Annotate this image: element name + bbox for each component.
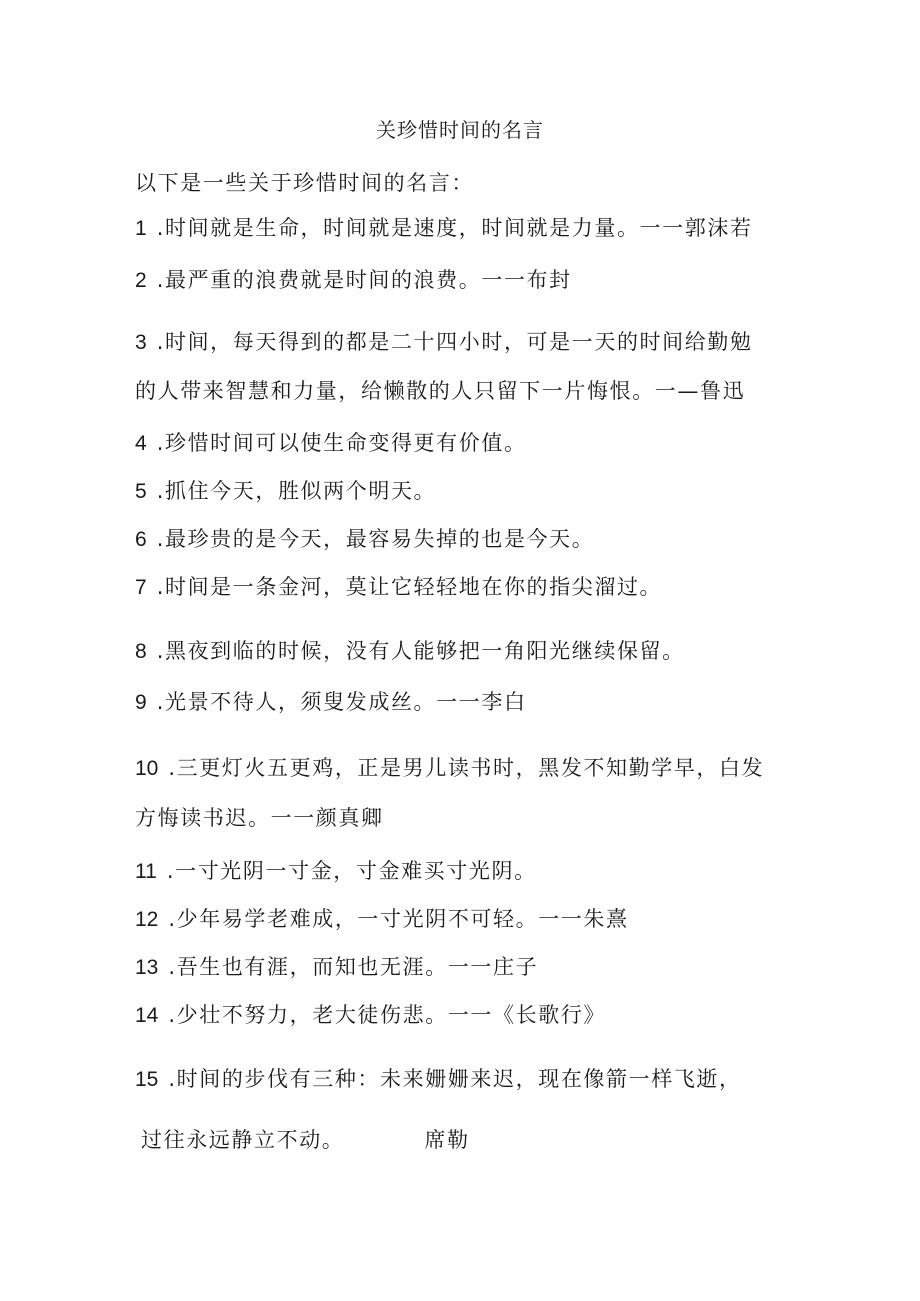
quote-author: 席勒 bbox=[424, 1128, 470, 1152]
quote-number: 10 bbox=[135, 757, 159, 780]
quote-text: .一寸光阴一寸金，寸金难买寸光阴。 bbox=[166, 859, 537, 883]
quote-2 bbox=[135, 265, 572, 296]
quote-10 bbox=[135, 753, 764, 784]
quote-10-continuation: 方悔读书迟。一一颜真卿 bbox=[135, 806, 384, 830]
quote-number: 11 bbox=[135, 860, 157, 883]
quote-text: .抓住今天，胜似两个明天。 bbox=[156, 479, 437, 503]
quote-7 bbox=[135, 572, 662, 603]
quote-15 bbox=[135, 1064, 742, 1095]
quote-3 bbox=[135, 327, 753, 358]
quote-text: .珍惜时间可以使生命变得更有价值。 bbox=[156, 431, 527, 455]
quote-text: .少年易学老难成，一寸光阴不可轻。一一朱熹 bbox=[168, 907, 629, 931]
quote-number: 3 bbox=[135, 331, 147, 354]
quote-text: .少壮不努力，老大徒伤悲。一一《长歌行》 bbox=[168, 1003, 607, 1027]
quote-number: 15 bbox=[135, 1068, 159, 1091]
quote-number: 2 bbox=[135, 269, 147, 292]
quote-8 bbox=[135, 636, 685, 667]
quote-text: 过往永远静立不动。 bbox=[141, 1128, 345, 1152]
intro-text: 以下是一些关于珍惜时间的名言： bbox=[135, 171, 474, 195]
quote-number: 8 bbox=[135, 640, 147, 663]
quote-text: .光景不待人，须叟发成丝。一一李白 bbox=[156, 690, 527, 714]
quote-number: 4 bbox=[135, 432, 147, 455]
quote-6 bbox=[135, 524, 594, 555]
quote-3-continuation: 的人带来智慧和力量，给懒散的人只留下一片悔恨。一—鲁迅 bbox=[135, 379, 746, 403]
quote-12 bbox=[135, 904, 629, 935]
quote-15-continuation bbox=[141, 1125, 470, 1155]
quote-text: .吾生也有涯，而知也无涯。一一庄子 bbox=[168, 955, 539, 979]
quote-5 bbox=[135, 476, 436, 507]
quote-9 bbox=[135, 687, 527, 718]
quote-text: .时间，每天得到的都是二十四小时，可是一天的时间给勤勉 bbox=[156, 330, 753, 354]
document-title: 关珍惜时间的名言 bbox=[376, 118, 544, 142]
quote-13 bbox=[135, 952, 538, 983]
quote-11 bbox=[135, 856, 537, 887]
quote-text: .最珍贵的是今天，最容易失掉的也是今天。 bbox=[156, 527, 595, 551]
quote-14 bbox=[135, 1000, 606, 1031]
quote-number: 1 bbox=[135, 217, 147, 240]
quote-number: 13 bbox=[135, 956, 159, 979]
quote-text: .最严重的浪费就是时间的浪费。一一布封 bbox=[156, 268, 572, 292]
quote-number: 6 bbox=[135, 528, 147, 551]
quote-number: 5 bbox=[135, 480, 147, 503]
quote-text: .时间就是生命，时间就是速度，时间就是力量。一一郭沫若 bbox=[156, 216, 753, 240]
quote-number: 12 bbox=[135, 908, 159, 931]
quote-text: .黑夜到临的时候，没有人能够把一角阳光继续保留。 bbox=[156, 639, 685, 663]
quote-4 bbox=[135, 428, 527, 459]
quote-text: .三更灯火五更鸡，正是男儿读书时，黑发不知勤学早，白发 bbox=[168, 756, 765, 780]
quote-number: 9 bbox=[135, 691, 147, 714]
quote-1 bbox=[135, 213, 753, 244]
quote-number: 7 bbox=[135, 576, 147, 599]
quote-text: .时间的步伐有三种：未来姗姗来迟，现在像箭一样飞逝， bbox=[168, 1067, 742, 1091]
quote-number: 14 bbox=[135, 1004, 159, 1027]
quote-text: .时间是一条金河，莫让它轻轻地在你的指尖溜过。 bbox=[156, 575, 663, 599]
